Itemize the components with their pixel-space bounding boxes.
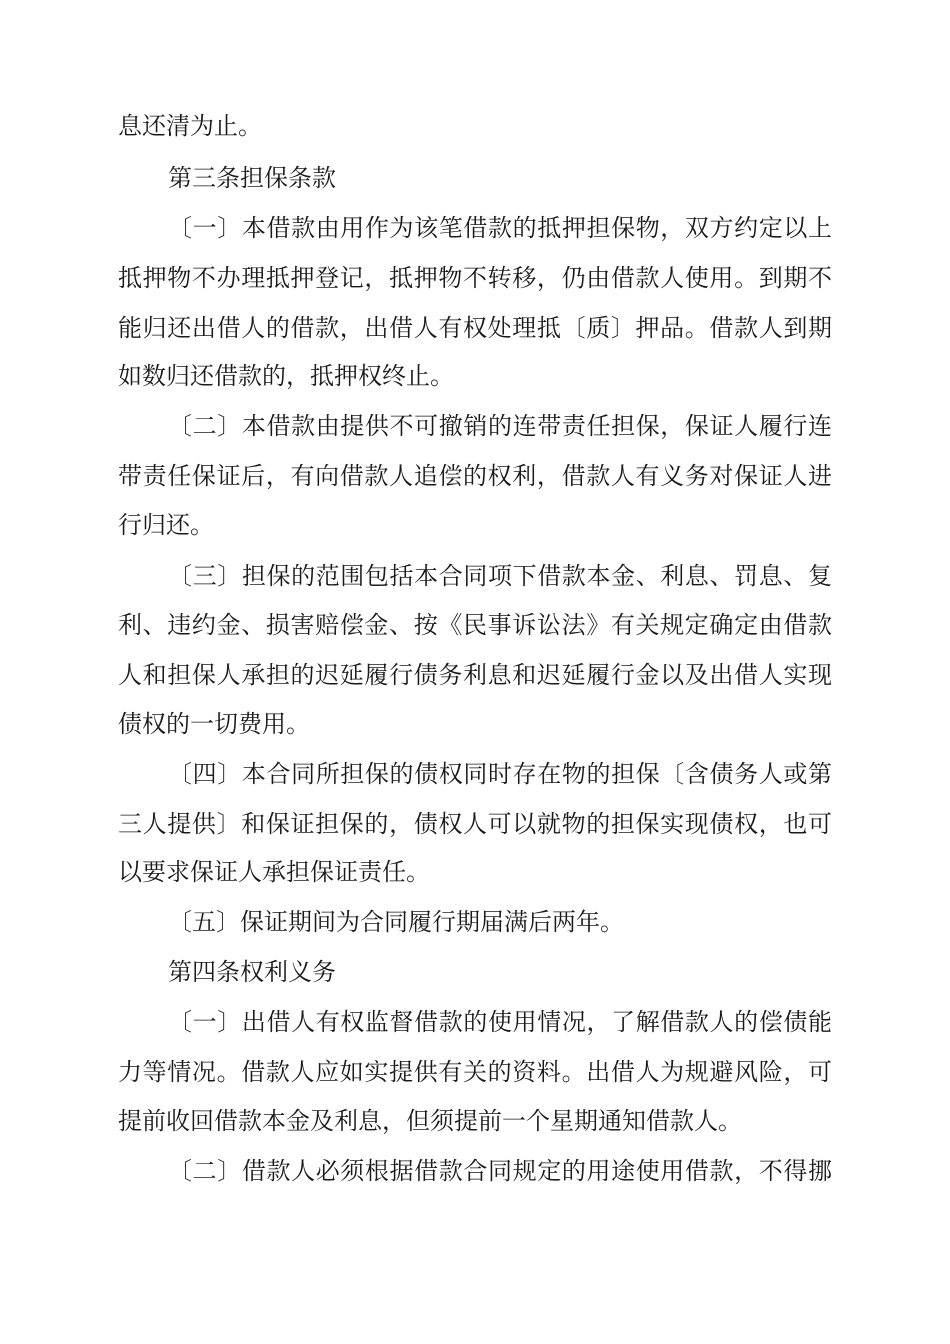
section-heading: 第三条担保条款 [168, 164, 336, 192]
text-line: 〔四〕本合同所担保的债权同时存在物的担保〔含债务人或第 [168, 760, 832, 788]
text-line: 能归还出借人的借款，出借人有权处理抵〔质〕押品。借款人到期 [118, 314, 832, 342]
text-line: 以要求保证人承担保证责任。 [118, 858, 430, 886]
text-line: 息还清为止。 [118, 112, 262, 140]
text-line: 债权的一切费用。 [118, 710, 310, 738]
text-line: 带责任保证后，有向借款人追偿的权利，借款人有义务对保证人进 [118, 462, 832, 490]
section-heading: 第四条权利义务 [168, 958, 336, 986]
text-line: 〔二〕本借款由提供不可撤销的连带责任担保，保证人履行连 [168, 412, 832, 440]
text-line: 人和担保人承担的迟延履行债务利息和迟延履行金以及出借人实现 [118, 661, 832, 689]
text-line: 〔一〕出借人有权监督借款的使用情况，了解借款人的偿债能 [168, 1008, 832, 1036]
text-line: 力等情况。借款人应如实提供有关的资料。出借人为规避风险，可 [118, 1058, 832, 1086]
text-line: 三人提供〕和保证担保的，债权人可以就物的担保实现债权，也可 [118, 810, 832, 838]
text-line: 利、违约金、损害赔偿金、按《民事诉讼法》有关规定确定由借款 [118, 611, 832, 639]
text-line: 行归还。 [118, 511, 214, 539]
text-line: 〔三〕担保的范围包括本合同项下借款本金、利息、罚息、复 [168, 562, 832, 590]
text-line: 〔一〕本借款由用作为该笔借款的抵押担保物，双方约定以上 [168, 214, 832, 242]
text-line: 〔二〕借款人必须根据借款合同规定的用途使用借款，不得挪 [168, 1157, 832, 1185]
text-line: 提前收回借款本金及利息，但须提前一个星期通知借款人。 [118, 1107, 742, 1135]
text-line: 抵押物不办理抵押登记，抵押物不转移，仍由借款人使用。到期不 [118, 264, 832, 292]
text-line: 如数归还借款的，抵押权终止。 [118, 362, 454, 390]
text-line: 〔五〕保证期间为合同履行期届满后两年。 [168, 908, 624, 936]
